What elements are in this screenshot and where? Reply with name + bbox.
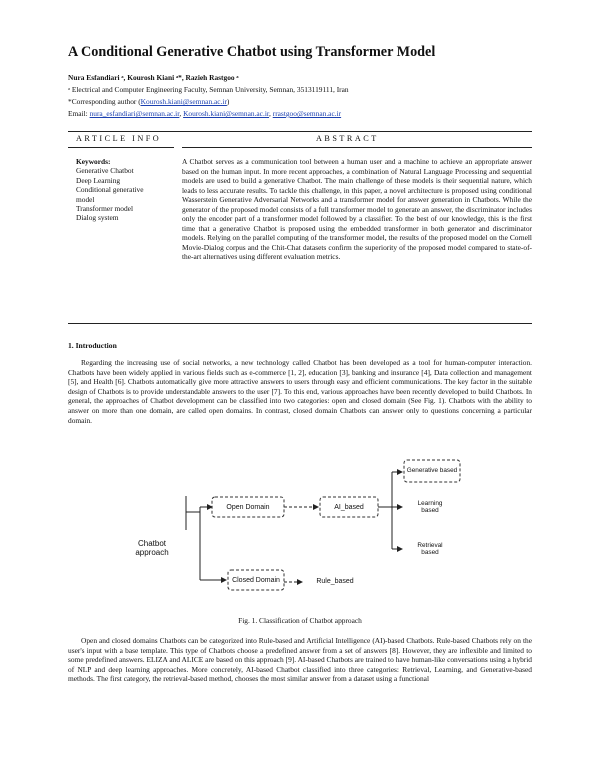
keywords-label: Keywords: [76,157,111,166]
abstract-rule [182,147,532,148]
keyword: Generative Chatbot [76,166,134,176]
author-list: Nura Esfandiari ᵃ, Kourosh Kiani ᵃ*, Razieh Rastgoo ᵃ [68,73,239,82]
info-rule [68,147,174,148]
corresponding-suffix: ) [226,97,230,106]
email-sep: , [179,109,184,118]
keywords-block [76,157,180,223]
email-link[interactable]: nura_esfandiari@semnan.ac.ir [89,109,180,118]
corresponding-prefix: *Corresponding author ( [68,97,141,106]
bottom-rule [68,323,532,324]
figure-caption: Fig. 1. Classification of Chatbot approach [238,616,362,625]
closed-domain-node: Closed Domain [230,572,282,588]
top-rule [68,131,532,132]
retrieval-based-node: Retrieval based [417,541,443,556]
intro-paragraph-2: Open and closed domains Chatbots can be categorized into Rule-based and Artificial Intelligence (AI)-based Chatbots. Rule-based Chatbots rely on the user's input with a base template. This type of Chatbots choose a predefined answer from a set of answers [8]. However, they are inflexible and limited to some predefined answers. ELIZA and ALICE are based on this approach [9]. AI-based Chatbots are trained to have human-like conversations using a hybrid of NLP and deep learning approaches. More concretely, AI-based Chatbot classified into three categories: Retrieval, Learning, and Generative-based methods. The first category, the retrieval-based method, chooses the most similar answer from a dataset using a functional [68,636,532,684]
section-heading: 1. Introduction [68,341,117,350]
learning-based-node: Learning based [417,499,443,514]
keyword: Conditional generative [76,185,144,195]
email-label: Email: [68,109,90,118]
corresponding-email-link[interactable]: Kourosh.kiani@semnan.ac.ir [140,97,227,106]
paper-title: A Conditional Generative Chatbot using Transformer Model [68,44,436,60]
email-link[interactable]: rrastgoo@semnan.ac.ir [272,109,342,118]
email-link[interactable]: Kourosh.kiani@semnan.ac.ir [183,109,270,118]
keyword: Deep Learning [76,175,121,185]
keyword: Transformer model [76,204,133,214]
chatbot-approach-node: Chatbot approach [126,534,178,562]
email-sep: , [269,109,273,118]
intro-paragraph-1: Regarding the increasing use of social networks, a new technology called Chatbot has been developed as a tool for human-computer interaction. Chatbots have been widely applied in various fields such as e-commerce [1, 2], education [3], banking and insurance [4], Data collection and management [5], and Health [6]. Chatbots automatically give more attractive answers to users through easy and efficient communications. The key factor in the suitable design of Chatbots is to provide understandable answers to the user [7]. To this end, various approaches have been recently developed to build Chatbots. In general, the approaches of Chatbot development can be classified into two categories: open and closed domain (See Fig. 1). Chatbots with the ability to answer on more than one domain, are called open domains. In contrast, closed domain Chatbots can answer only to questions concerning a particular domain. [68,358,532,425]
open-domain-node: Open Domain [214,499,282,515]
abstract-text: A Chatbot serves as a communication tool between a human user and a machine to achieve an appropriate answer based on the human input. In more recent approaches, a combination of Natural Language Processing and sequential models are used to build a generative Chatbot. The main challenge of these models is their sequential nature, which leads to less accurate results. To tackle this challenge, in this paper, a novel architecture is proposed using conditional Wasserstein Generative Adversarial Networks and a transformer model for answer generation in Chatbots. While the generator of the proposed model consists of a full transformer model to generate an answer, the discriminator includes only the encoder part of a transformer model followed by a classifier. To the best of our knowledge, this is the first time that a generative Chatbot is proposed using the embedded transformer in both generator and discriminator models. Relying on the parallel computing of the transformer model, the results of the proposed model on the Cornell Movie-Dialog corpus and the Chit-Chat datasets confirm the superiority of the proposed model compared to state-of-the-art alternatives using different evaluation metrics. [182,157,532,261]
generative-based-node: Generative based [406,462,458,480]
keyword: model [76,194,95,204]
corresponding-author [68,97,229,106]
rule-based-node: Rule_based [316,577,354,585]
abstract-header: ABSTRACT [316,134,379,143]
email-line [68,109,341,118]
figure-1 [108,452,508,612]
affiliation: ᵃ Electrical and Computer Engineering Faculty, Semnan University, Semnan, 3513119111, Iran [68,85,349,94]
keyword: Dialog system [76,213,119,223]
article-info-header: ARTICLE INFO [76,134,162,143]
ai-based-node: AI_based [322,499,376,515]
